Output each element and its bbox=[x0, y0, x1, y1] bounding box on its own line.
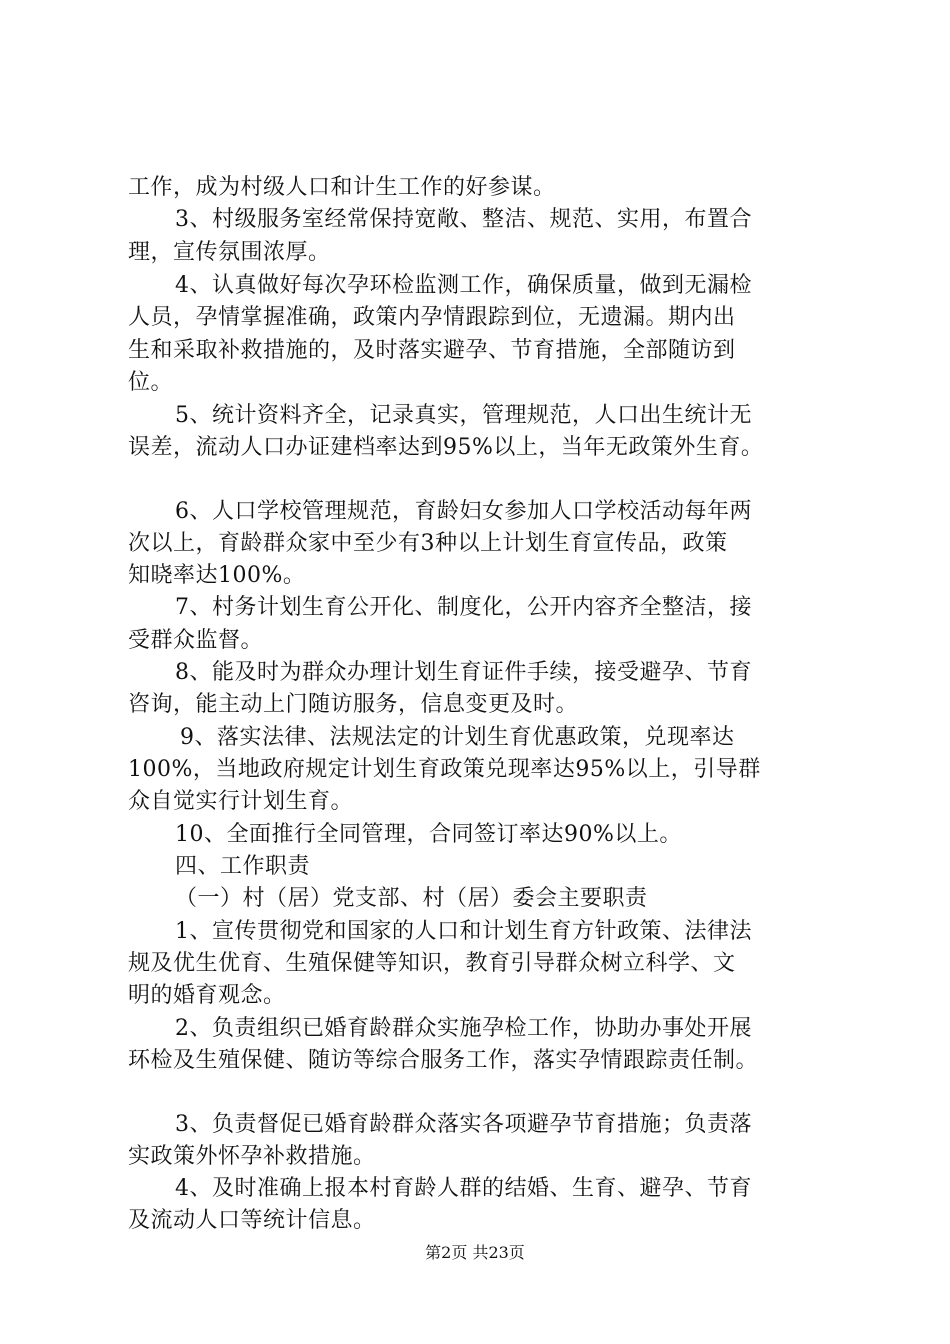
text-line: 咨询，能主动上门随访服务，信息变更及时。 bbox=[128, 692, 579, 717]
text-line: 9、落实法律、法规法定的计划生育优惠政策，兑现率达 bbox=[180, 725, 735, 750]
text-line: 生和采取补救措施的，及时落实避孕、节育措施，全部随访到 bbox=[128, 338, 736, 363]
text-line: 实政策外怀孕补救措施。 bbox=[128, 1144, 376, 1169]
text-line: 人员，孕情掌握准确，政策内孕情跟踪到位，无遗漏。期内出 bbox=[128, 305, 736, 330]
text-line: 次以上，育龄群众家中至少有3种以上计划生育宣传品，政策 bbox=[128, 531, 728, 556]
text-line: 知晓率达100%。 bbox=[128, 563, 306, 588]
text-line: 误差，流动人口办证建档率达到95%以上，当年无政策外生育。 bbox=[128, 435, 764, 460]
text-line: 8、能及时为群众办理计划生育证件手续，接受避孕、节育 bbox=[175, 660, 752, 685]
text-line: 4、及时准确上报本村育龄人群的结婚、生育、避孕、节育 bbox=[175, 1176, 752, 1201]
subsection-heading: （一）村（居）党支部、村（居）委会主要职责 bbox=[175, 886, 648, 911]
text-line: 众自觉实行计划生育。 bbox=[128, 789, 354, 814]
text-line: 7、村务计划生育公开化、制度化，公开内容齐全整洁，接 bbox=[175, 595, 752, 620]
section-heading: 四、工作职责 bbox=[175, 854, 311, 879]
text-line: 1、宣传贯彻党和国家的人口和计划生育方针政策、法律法 bbox=[175, 919, 752, 944]
text-line: 及流动人口等统计信息。 bbox=[128, 1208, 376, 1233]
text-line: 4、认真做好每次孕环检监测工作，确保质量，做到无漏检 bbox=[175, 273, 752, 298]
text-line: 10、全面推行全同管理，合同签订率达90%以上。 bbox=[175, 822, 682, 847]
text-line: 明的婚育观念。 bbox=[128, 983, 286, 1008]
text-line: 3、负责督促已婚育龄群众落实各项避孕节育措施；负责落 bbox=[175, 1112, 752, 1137]
text-line: 环检及生殖保健、随访等综合服务工作，落实孕情跟踪责任制。 bbox=[128, 1048, 759, 1073]
text-line: 理，宣传氛围浓厚。 bbox=[128, 240, 331, 265]
text-line: 规及优生优育、生殖保健等知识，教育引导群众树立科学、文 bbox=[128, 951, 736, 976]
text-line: 2、负责组织已婚育龄群众实施孕检工作，协助办事处开展 bbox=[175, 1016, 752, 1041]
page-number-footer: 第2页 共23页 bbox=[425, 1243, 525, 1262]
text-line: 100%，当地政府规定计划生育政策兑现率达95%以上，引导群 bbox=[128, 757, 761, 782]
text-line: 工作，成为村级人口和计生工作的好参谋。 bbox=[128, 175, 556, 200]
text-line: 位。 bbox=[128, 370, 174, 395]
text-line: 受群众监督。 bbox=[128, 628, 264, 653]
text-line: 5、统计资料齐全，记录真实，管理规范，人口出生统计无 bbox=[175, 403, 752, 428]
text-line: 6、人口学校管理规范，育龄妇女参加人口学校活动每年两 bbox=[175, 499, 752, 524]
text-line: 3、村级服务室经常保持宽敞、整洁、规范、实用，布置合 bbox=[175, 207, 752, 232]
